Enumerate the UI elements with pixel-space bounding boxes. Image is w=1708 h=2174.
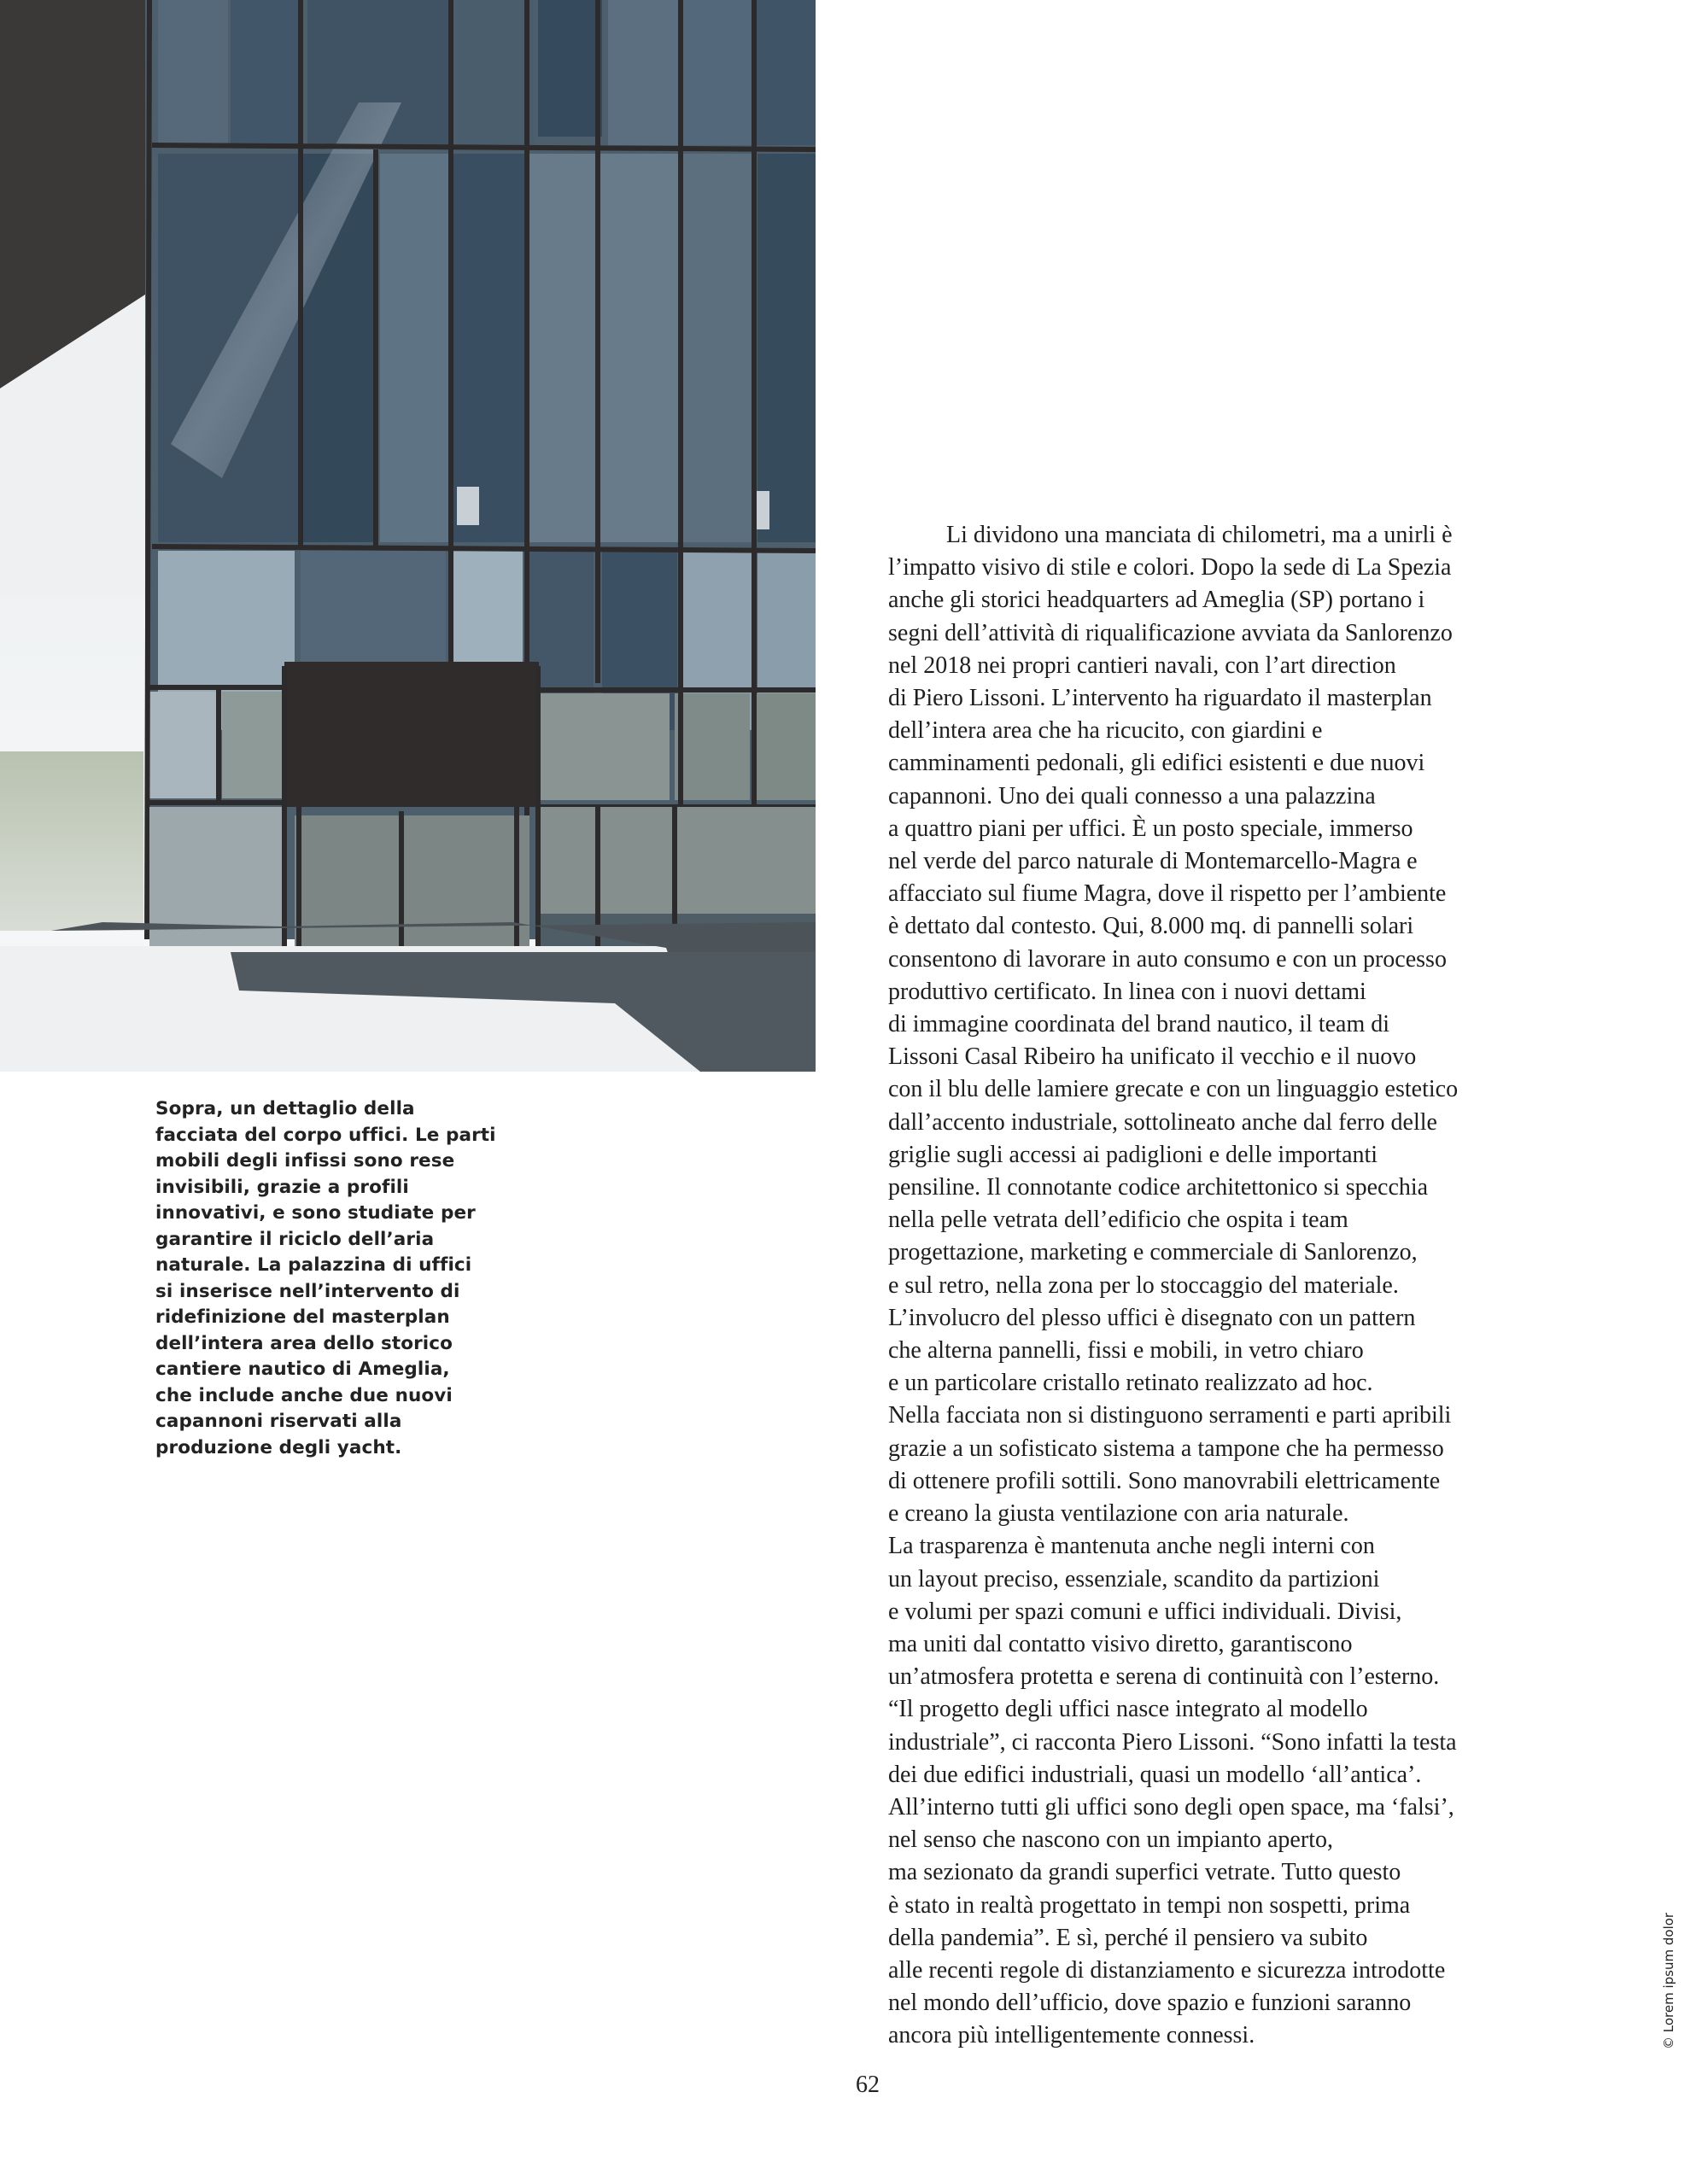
article-line: ma uniti dal contatto visivo diretto, garantiscono (888, 1630, 1353, 1657)
article-line: con il blu delle lamiere grecate e con un linguaggio estetico (888, 1076, 1459, 1103)
article-line: consentono di lavorare in auto consumo e con un processo (888, 945, 1447, 973)
article-line: di ottenere profili sottili. Sono manovrabili elettricamente (888, 1467, 1441, 1494)
article-line: della pandemia”. E sì, perché il pensiero va subito (888, 1924, 1368, 1951)
article-line: di immagine coordinata del brand nautico, il team di (888, 1011, 1390, 1038)
caption-line: naturale. La palazzina di uffici (155, 1254, 472, 1276)
caption-line: dell’intera area dello storico (155, 1332, 453, 1354)
caption-line: capannoni riservati alla (155, 1411, 402, 1432)
article-line: ancora più intelligentemente connessi. (888, 2022, 1255, 2049)
caption-line: ridefinizione del masterplan (155, 1306, 450, 1328)
article-line: “Il progetto degli uffici nasce integrato al modello (888, 1696, 1368, 1723)
article-line: è stato in realtà progettato in tempi non sospetti, prima (888, 1891, 1411, 1919)
article-body (888, 519, 1623, 2053)
article-line: e un particolare cristallo retinato realizzato ad hoc. (888, 1370, 1373, 1397)
article-line: capannoni. Uno dei quali connesso a una palazzina (888, 782, 1376, 809)
article-line: un’atmosfera protetta e serena di continuità con l’esterno. (888, 1663, 1440, 1691)
article-line: Li dividono una manciata di chilometri, ma a unirli è (946, 522, 1453, 548)
article-line: industriale”, ci racconta Piero Lissoni. “Sono infatti la testa (888, 1728, 1457, 1756)
article-line: che alterna pannelli, fissi e mobili, in vetro chiaro (888, 1337, 1364, 1365)
article-line: nel 2018 nei propri cantieri navali, con l’art direction (888, 652, 1396, 679)
facade-photo (0, 0, 816, 1072)
caption-line: cantiere nautico di Ameglia, (155, 1359, 450, 1380)
article-line: Nella facciata non si distinguono serramenti e parti apribili (888, 1402, 1452, 1429)
article-line: alle recenti regole di distanziamento e sicurezza introdotte (888, 1956, 1446, 1984)
article-line: e volumi per spazi comuni e uffici individuali. Divisi, (888, 1598, 1402, 1625)
article-line: dei due edifici industriali, quasi un modello ‘all’antica’. (888, 1761, 1422, 1788)
caption-line: innovativi, e sono studiate per (155, 1202, 476, 1224)
article-line: è dettato dal contesto. Qui, 8.000 mq. di pannelli solari (888, 913, 1414, 940)
facade-photo-drawing (0, 0, 816, 1072)
caption-line: si inserisce nell’intervento di (155, 1280, 460, 1302)
article-line: All’interno tutti gli uffici sono degli open space, ma ‘falsi’, (888, 1793, 1454, 1820)
article-line: e sul retro, nella zona per lo stoccaggio del materiale. (888, 1271, 1399, 1299)
caption-line: Sopra, un dettaglio della (155, 1098, 415, 1119)
article-line: progettazione, marketing e commerciale di Sanlorenzo, (888, 1239, 1418, 1266)
article-line: dall’accento industriale, sottolineato anche dal ferro delle (888, 1108, 1437, 1136)
article-line: nel senso che nascono con un impianto aperto, (888, 1826, 1333, 1854)
article-line: produttivo certificato. In linea con i nuovi dettami (888, 978, 1366, 1005)
article-line: ma sezionato da grandi superfici vetrate. Tutto questo (888, 1859, 1401, 1886)
article-line: affacciato sul fiume Magra, dove il rispetto per l’ambiente (888, 880, 1447, 908)
caption-line: produzione degli yacht. (155, 1436, 402, 1458)
article-line: nel mondo dell’ufficio, dove spazio e funzioni saranno (888, 1990, 1412, 2017)
article-line: pensiline. Il connotante codice architettonico si specchia (888, 1174, 1429, 1201)
article-line: dell’intera area che ha ricucito, con giardini e (888, 717, 1323, 745)
caption-line: mobili degli infissi sono rese (155, 1150, 455, 1172)
caption-line: garantire il riciclo dell’aria (155, 1228, 435, 1250)
article-line: nel verde del parco naturale di Montemarcello-Magra e (888, 848, 1418, 875)
article-line: Lissoni Casal Ribeiro ha unificato il vecchio e il nuovo (888, 1043, 1417, 1071)
article-line: un layout preciso, essenziale, scandito da partizioni (888, 1565, 1380, 1593)
article-line: L’involucro del plesso uffici è disegnato con un pattern (888, 1304, 1416, 1331)
article-line: di Piero Lissoni. L’intervento ha riguardato il masterplan (888, 685, 1432, 712)
caption-line: facciata del corpo uffici. Le parti (155, 1124, 496, 1146)
article-line: grazie a un sofisticato sistema a tampone che ha permesso (888, 1435, 1444, 1462)
article-line: l’impatto visivo di stile e colori. Dopo la sede di La Spezia (888, 554, 1452, 581)
article-line: griglie sugli accessi ai padiglioni e delle importanti (888, 1141, 1378, 1168)
page-number: 62 (856, 2072, 880, 2098)
caption-line: invisibili, grazie a profili (155, 1176, 409, 1198)
caption-line: che include anche due nuovi (155, 1384, 453, 1406)
article-line: nella pelle vetrata dell’edificio che ospita i team (888, 1207, 1348, 1234)
article-line: segni dell’attività di riqualificazione avviata da Sanlorenzo (888, 619, 1453, 646)
article-line: La trasparenza è mantenuta anche negli interni con (888, 1533, 1375, 1560)
article-line: a quattro piani per uffici. È un posto speciale, immerso (888, 815, 1413, 842)
photo-caption (155, 1096, 514, 1461)
article-line: anche gli storici headquarters ad Ameglia (SP) portano i (888, 587, 1425, 614)
article-line: camminamenti pedonali, gli edifici esistenti e due nuovi (888, 750, 1425, 777)
article-line: e creano la giusta ventilazione con aria naturale. (888, 1500, 1349, 1528)
photo-credit: © Lorem ipsum dolor (1661, 1912, 1676, 2049)
